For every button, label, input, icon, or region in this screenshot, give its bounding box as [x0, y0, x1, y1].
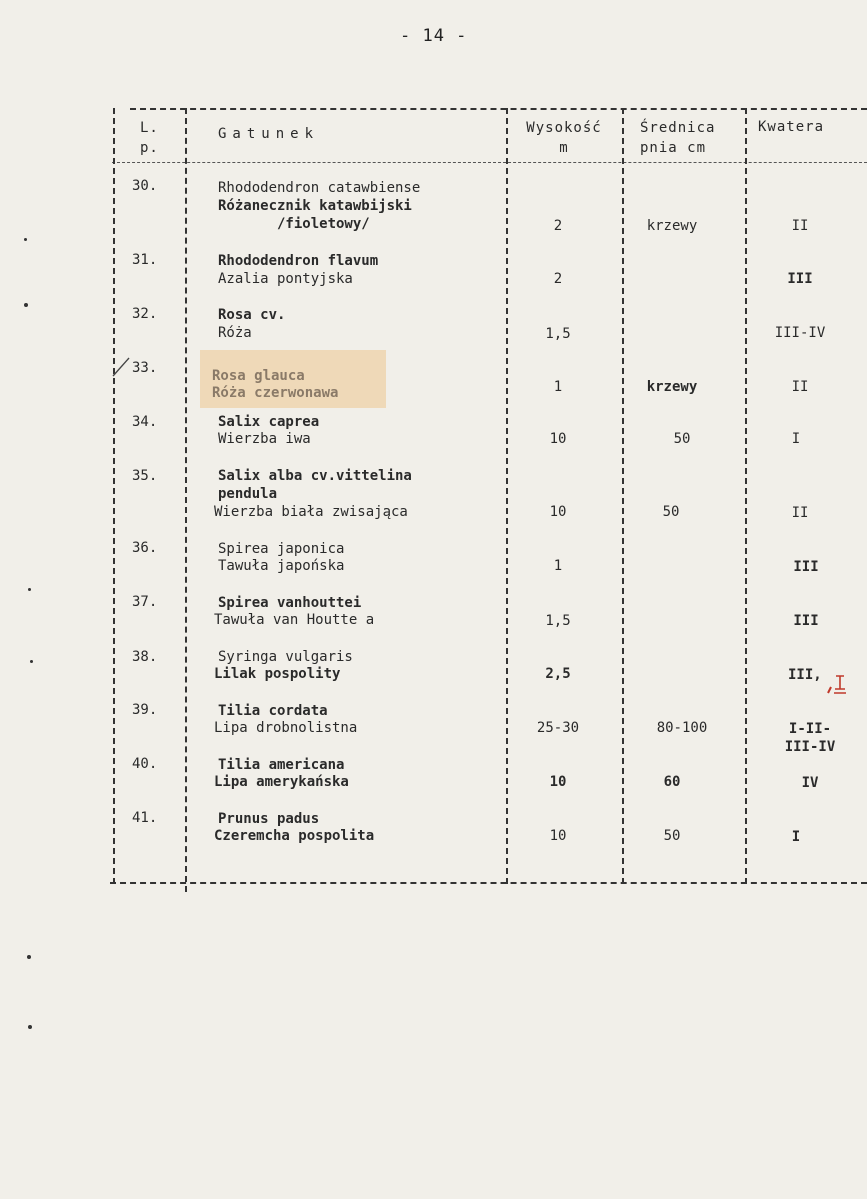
latin-name: Tilia americana: [218, 757, 345, 773]
polish-name: Różanecznik katawbijski /fioletowy/: [218, 198, 412, 232]
height-value: 2: [553, 218, 563, 234]
quarter-value: I: [791, 431, 801, 447]
row-number: 40.: [132, 756, 158, 772]
latin-name: Spirea vanhouttei: [218, 595, 362, 611]
height-value: 1: [553, 558, 563, 574]
margin-dot: [27, 955, 31, 959]
latin-name: Spirea japonica: [218, 541, 345, 557]
diameter-value: 50: [673, 431, 691, 447]
row-number: 30.: [132, 178, 158, 194]
diameter-value: 60: [663, 774, 681, 790]
height-value: 1: [553, 379, 563, 395]
header-species: Gatunek: [218, 126, 320, 142]
latin-name: Rosa cv.: [218, 307, 286, 323]
polish-name: Lipa drobnolistna: [214, 720, 358, 736]
diameter-value: 50: [663, 828, 681, 844]
margin-dot: [30, 660, 33, 663]
polish-name: Tawuła japońska: [218, 558, 345, 574]
row-number: 39.: [132, 702, 158, 718]
diameter-value: krzewy: [646, 379, 698, 395]
header-bottom-rule: [112, 162, 867, 163]
row-number: 33.: [132, 360, 158, 376]
latin-name: Rhododendron flavum: [218, 253, 379, 269]
header-diameter: Średnica pnia cm: [640, 120, 716, 156]
left-border: [113, 108, 115, 884]
polish-name: Azalia pontyjska: [218, 271, 353, 287]
margin-dot: [24, 238, 27, 241]
polish-name: Wierzba biała zwisająca: [214, 504, 408, 520]
margin-dot: [28, 1025, 32, 1029]
quarter-value: III,: [788, 667, 822, 683]
height-value: 1,5: [545, 613, 571, 629]
height-value: 1,5: [545, 326, 571, 342]
polish-name: Lilak pospolity: [214, 666, 341, 682]
polish-name: Czeremcha pospolita: [214, 828, 375, 844]
diameter-value: krzewy: [646, 218, 698, 234]
row-number: 31.: [132, 252, 158, 268]
column-divider-diameter: [745, 108, 747, 884]
quarter-value: II: [791, 379, 809, 395]
height-value: 10: [549, 504, 567, 520]
header-lp: L. p.: [140, 120, 159, 156]
quarter-value: III: [787, 271, 813, 287]
polish-name: Róża czerwonawa: [212, 385, 339, 401]
diameter-value: 50: [662, 504, 680, 520]
row-number: 34.: [132, 414, 158, 430]
margin-dot: [28, 588, 31, 591]
latin-name: Prunus padus: [218, 811, 320, 827]
latin-name: Rhododendron catawbiense: [218, 180, 421, 196]
row-number: 35.: [132, 468, 158, 484]
header-quarter: Kwatera: [758, 119, 825, 135]
polish-name: Wierzba iwa: [218, 431, 311, 447]
latin-name: Salix alba cv.vittelina pendula: [218, 468, 412, 502]
quarter-value: II: [791, 505, 809, 521]
pencil-slash-icon: [110, 356, 132, 378]
column-divider-lp: [185, 108, 187, 892]
table-bottom-rule: [110, 882, 867, 884]
polish-name: Lipa amerykańska: [214, 774, 349, 790]
polish-name: Róża: [218, 325, 252, 341]
height-value: 2: [553, 271, 563, 287]
quarter-value: I-II- III-IV: [784, 721, 836, 755]
table-top-rule: [130, 108, 867, 110]
quarter-value: III: [793, 559, 819, 575]
quarter-value: III-IV: [774, 325, 826, 341]
diameter-value: 80-100: [656, 720, 708, 736]
height-value: 10: [549, 828, 567, 844]
quarter-value: IV: [801, 775, 819, 791]
margin-dot: [24, 303, 28, 307]
latin-name: Syringa vulgaris: [218, 649, 353, 665]
latin-name: Salix caprea: [218, 414, 320, 430]
polish-name: Tawuła van Houtte a: [214, 612, 375, 628]
handwritten-red-mark-icon: [826, 673, 850, 695]
quarter-value: II: [791, 218, 809, 234]
page-number: - 14 -: [400, 26, 468, 46]
header-height: Wysokość m: [526, 120, 602, 156]
height-value: 10: [549, 431, 567, 447]
latin-name: Tilia cordata: [218, 703, 328, 719]
row-number: 36.: [132, 540, 158, 556]
row-number: 37.: [132, 594, 158, 610]
quarter-value: I: [791, 829, 801, 845]
height-value: 2,5: [545, 666, 571, 682]
row-number: 32.: [132, 306, 158, 322]
row-number: 41.: [132, 810, 158, 826]
quarter-value: III: [793, 613, 819, 629]
height-value: 25-30: [536, 720, 580, 736]
latin-name: Rosa glauca: [212, 368, 305, 384]
row-number: 38.: [132, 649, 158, 665]
height-value: 10: [549, 774, 567, 790]
